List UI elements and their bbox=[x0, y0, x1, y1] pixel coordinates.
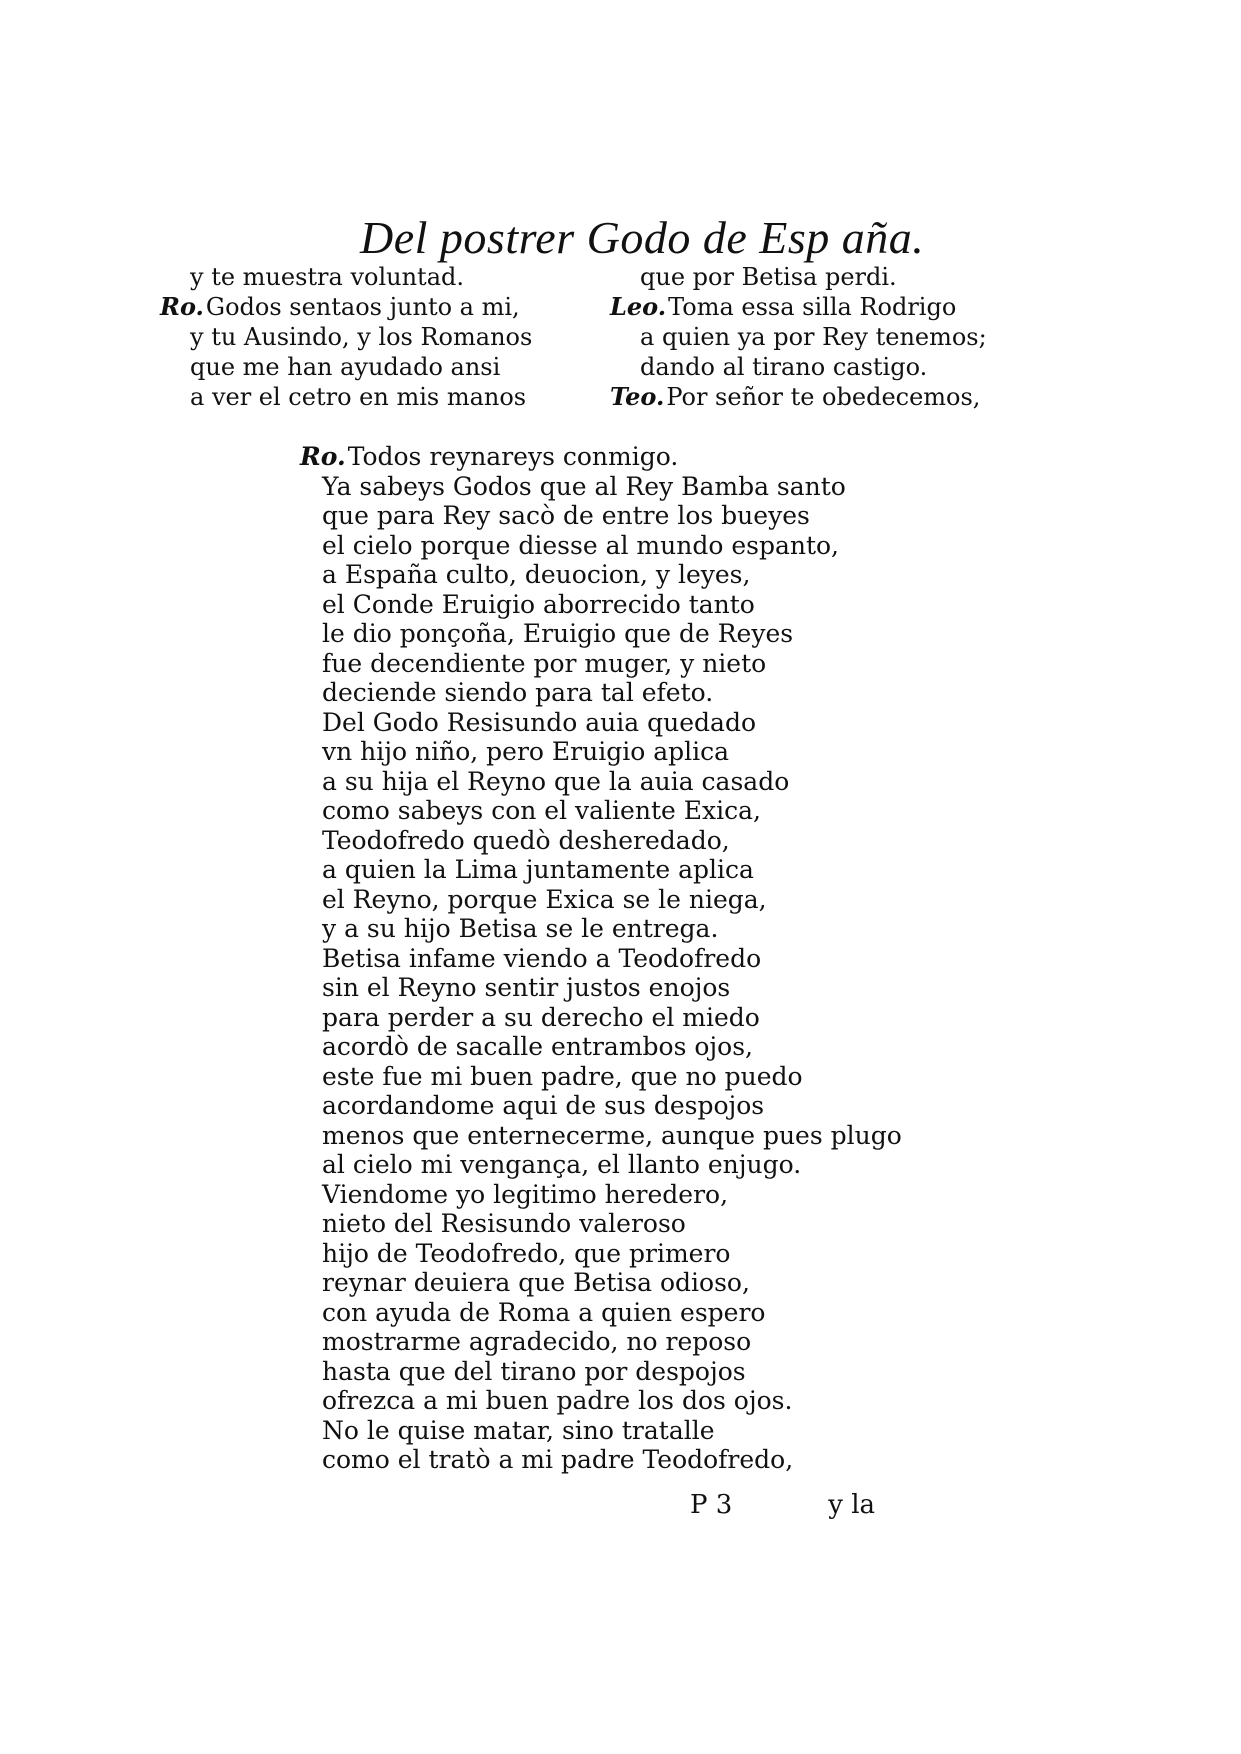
verse-text: a quien ya por Rey tenemos; bbox=[640, 323, 987, 351]
verse-line bbox=[300, 531, 920, 561]
verse-text: deciende siendo para tal efeto. bbox=[322, 678, 714, 707]
verse-line bbox=[300, 708, 920, 738]
speaker-tag: Ro. bbox=[300, 442, 346, 471]
verse-line bbox=[300, 1032, 920, 1062]
verse-line bbox=[300, 619, 920, 649]
verse-line bbox=[300, 472, 920, 502]
verse-line bbox=[610, 382, 1010, 412]
verse-text: acordò de sacalle entrambos ojos, bbox=[322, 1032, 753, 1061]
verse-line bbox=[300, 1121, 920, 1151]
verse-text: le dio ponçoña, Eruigio que de Reyes bbox=[322, 619, 794, 648]
verse-line bbox=[610, 262, 1010, 292]
verse-line bbox=[300, 973, 920, 1003]
verse-text: este fue mi buen padre, que no puedo bbox=[322, 1061, 803, 1091]
verse-text: para perder a su derecho el miedo bbox=[322, 1002, 760, 1032]
right-verse-column bbox=[610, 262, 1010, 412]
page-footer bbox=[690, 1490, 910, 1520]
verse-line bbox=[300, 442, 920, 472]
verse-text: y tu Ausindo, y los Romanos bbox=[190, 323, 533, 351]
verse-line bbox=[300, 1357, 920, 1387]
verse-text: Ya sabeys Godos que al Rey Bamba santo bbox=[322, 471, 846, 501]
verse-line bbox=[160, 322, 600, 352]
verse-line bbox=[300, 1091, 920, 1121]
verse-line bbox=[300, 501, 920, 531]
verse-text: el Reyno, porque Exica se le niega, bbox=[322, 884, 767, 914]
speaker-tag: Teo. bbox=[610, 382, 665, 411]
verse-text: y te muestra voluntad. bbox=[190, 263, 464, 291]
verse-text: el Conde Eruigio aborrecido tanto bbox=[322, 589, 755, 619]
verse-line bbox=[300, 1062, 920, 1092]
verse-line bbox=[300, 944, 920, 974]
verse-line bbox=[610, 322, 1010, 352]
verse-text: hasta que del tirano por despojos bbox=[322, 1356, 746, 1386]
verse-text: como sabeys con el valiente Exica, bbox=[322, 796, 761, 825]
verse-text: Toma essa silla Rodrigo bbox=[668, 293, 957, 321]
verse-text: que para Rey sacò de entre los bueyes bbox=[322, 501, 810, 530]
verse-text: Por señor te obedecemos, bbox=[666, 383, 981, 411]
running-header: Del postrer Godo de Esp aña. bbox=[360, 212, 925, 263]
verse-text: a quien la Lima juntamente aplica bbox=[322, 855, 754, 884]
left-verse-column bbox=[160, 262, 600, 412]
verse-line bbox=[300, 560, 920, 590]
verse-text: a su hija el Reyno que la auia casado bbox=[322, 766, 790, 796]
verse-text: el cielo porque diesse al mundo espanto, bbox=[322, 530, 840, 560]
verse-line bbox=[300, 1298, 920, 1328]
verse-line bbox=[300, 914, 920, 944]
verse-text: como el tratò a mi padre Teodofredo, bbox=[322, 1445, 794, 1474]
verse-text: Todos reynareys conmigo. bbox=[347, 442, 679, 471]
verse-text: con ayuda de Roma a quien espero bbox=[322, 1297, 766, 1327]
verse-text: y a su hijo Betisa se le entrega. bbox=[322, 914, 719, 943]
verse-line bbox=[300, 885, 920, 915]
verse-line bbox=[160, 382, 600, 412]
verse-line bbox=[300, 1180, 920, 1210]
verse-line bbox=[300, 826, 920, 856]
verse-text: nieto del Resisundo valeroso bbox=[322, 1209, 686, 1238]
verse-text: que me han ayudado ansi bbox=[190, 353, 501, 381]
verse-line bbox=[160, 352, 600, 382]
main-verse-block bbox=[300, 442, 920, 1475]
verse-text: mostrarme agradecido, no reposo bbox=[322, 1327, 752, 1356]
verse-line bbox=[160, 292, 600, 322]
verse-text: reynar deuiera que Betisa odioso, bbox=[322, 1268, 750, 1297]
verse-text: menos que enternecerme, aunque pues plugo bbox=[322, 1120, 902, 1150]
verse-line bbox=[300, 1327, 920, 1357]
verse-text: a ver el cetro en mis manos bbox=[190, 383, 527, 411]
verse-line bbox=[300, 1150, 920, 1180]
verse-text: Betisa infame viendo a Teodofredo bbox=[322, 943, 762, 973]
verse-text: ofrezca a mi buen padre los dos ojos. bbox=[322, 1386, 793, 1415]
verse-line bbox=[300, 1445, 920, 1475]
verse-line bbox=[300, 1209, 920, 1239]
verse-line bbox=[160, 262, 600, 292]
verse-text: a España culto, deuocion, y leyes, bbox=[322, 560, 751, 589]
catchword: y la bbox=[828, 1490, 876, 1520]
verse-line bbox=[300, 678, 920, 708]
verse-line bbox=[300, 649, 920, 679]
verse-line bbox=[300, 590, 920, 620]
verse-line bbox=[300, 1268, 920, 1298]
verse-text: Godos sentaos junto a mi, bbox=[205, 293, 520, 321]
verse-line bbox=[300, 1003, 920, 1033]
verse-text: sin el Reyno sentir justos enojos bbox=[322, 973, 731, 1002]
signature-mark: P 3 bbox=[690, 1490, 733, 1520]
verse-text: No le quise matar, sino tratalle bbox=[322, 1415, 715, 1445]
verse-line bbox=[300, 796, 920, 826]
verse-text: que por Betisa perdi. bbox=[640, 263, 897, 291]
verse-line bbox=[300, 1416, 920, 1446]
verse-text: acordandome aqui de sus despojos bbox=[322, 1091, 765, 1120]
speaker-tag: Ro. bbox=[160, 292, 204, 321]
verse-text: al cielo mi vengança, el llanto enjugo. bbox=[322, 1150, 802, 1179]
verse-line bbox=[300, 767, 920, 797]
verse-line bbox=[300, 1386, 920, 1416]
verse-text: dando al tirano castigo. bbox=[640, 353, 928, 381]
verse-text: Del Godo Resisundo auia quedado bbox=[322, 707, 756, 737]
verse-line bbox=[610, 292, 1010, 322]
verse-text: fue decendiente por muger, y nieto bbox=[322, 648, 767, 678]
verse-text: vn hijo niño, pero Eruigio aplica bbox=[322, 737, 730, 766]
verse-line bbox=[300, 1239, 920, 1269]
verse-text: hijo de Teodofredo, que primero bbox=[322, 1238, 731, 1268]
verse-text: Viendome yo legitimo heredero, bbox=[322, 1179, 729, 1209]
verse-line bbox=[610, 352, 1010, 382]
speaker-tag: Leo. bbox=[610, 292, 667, 321]
verse-line bbox=[300, 855, 920, 885]
verse-line bbox=[300, 737, 920, 767]
verse-text: Teodofredo quedò desheredado, bbox=[322, 825, 730, 855]
